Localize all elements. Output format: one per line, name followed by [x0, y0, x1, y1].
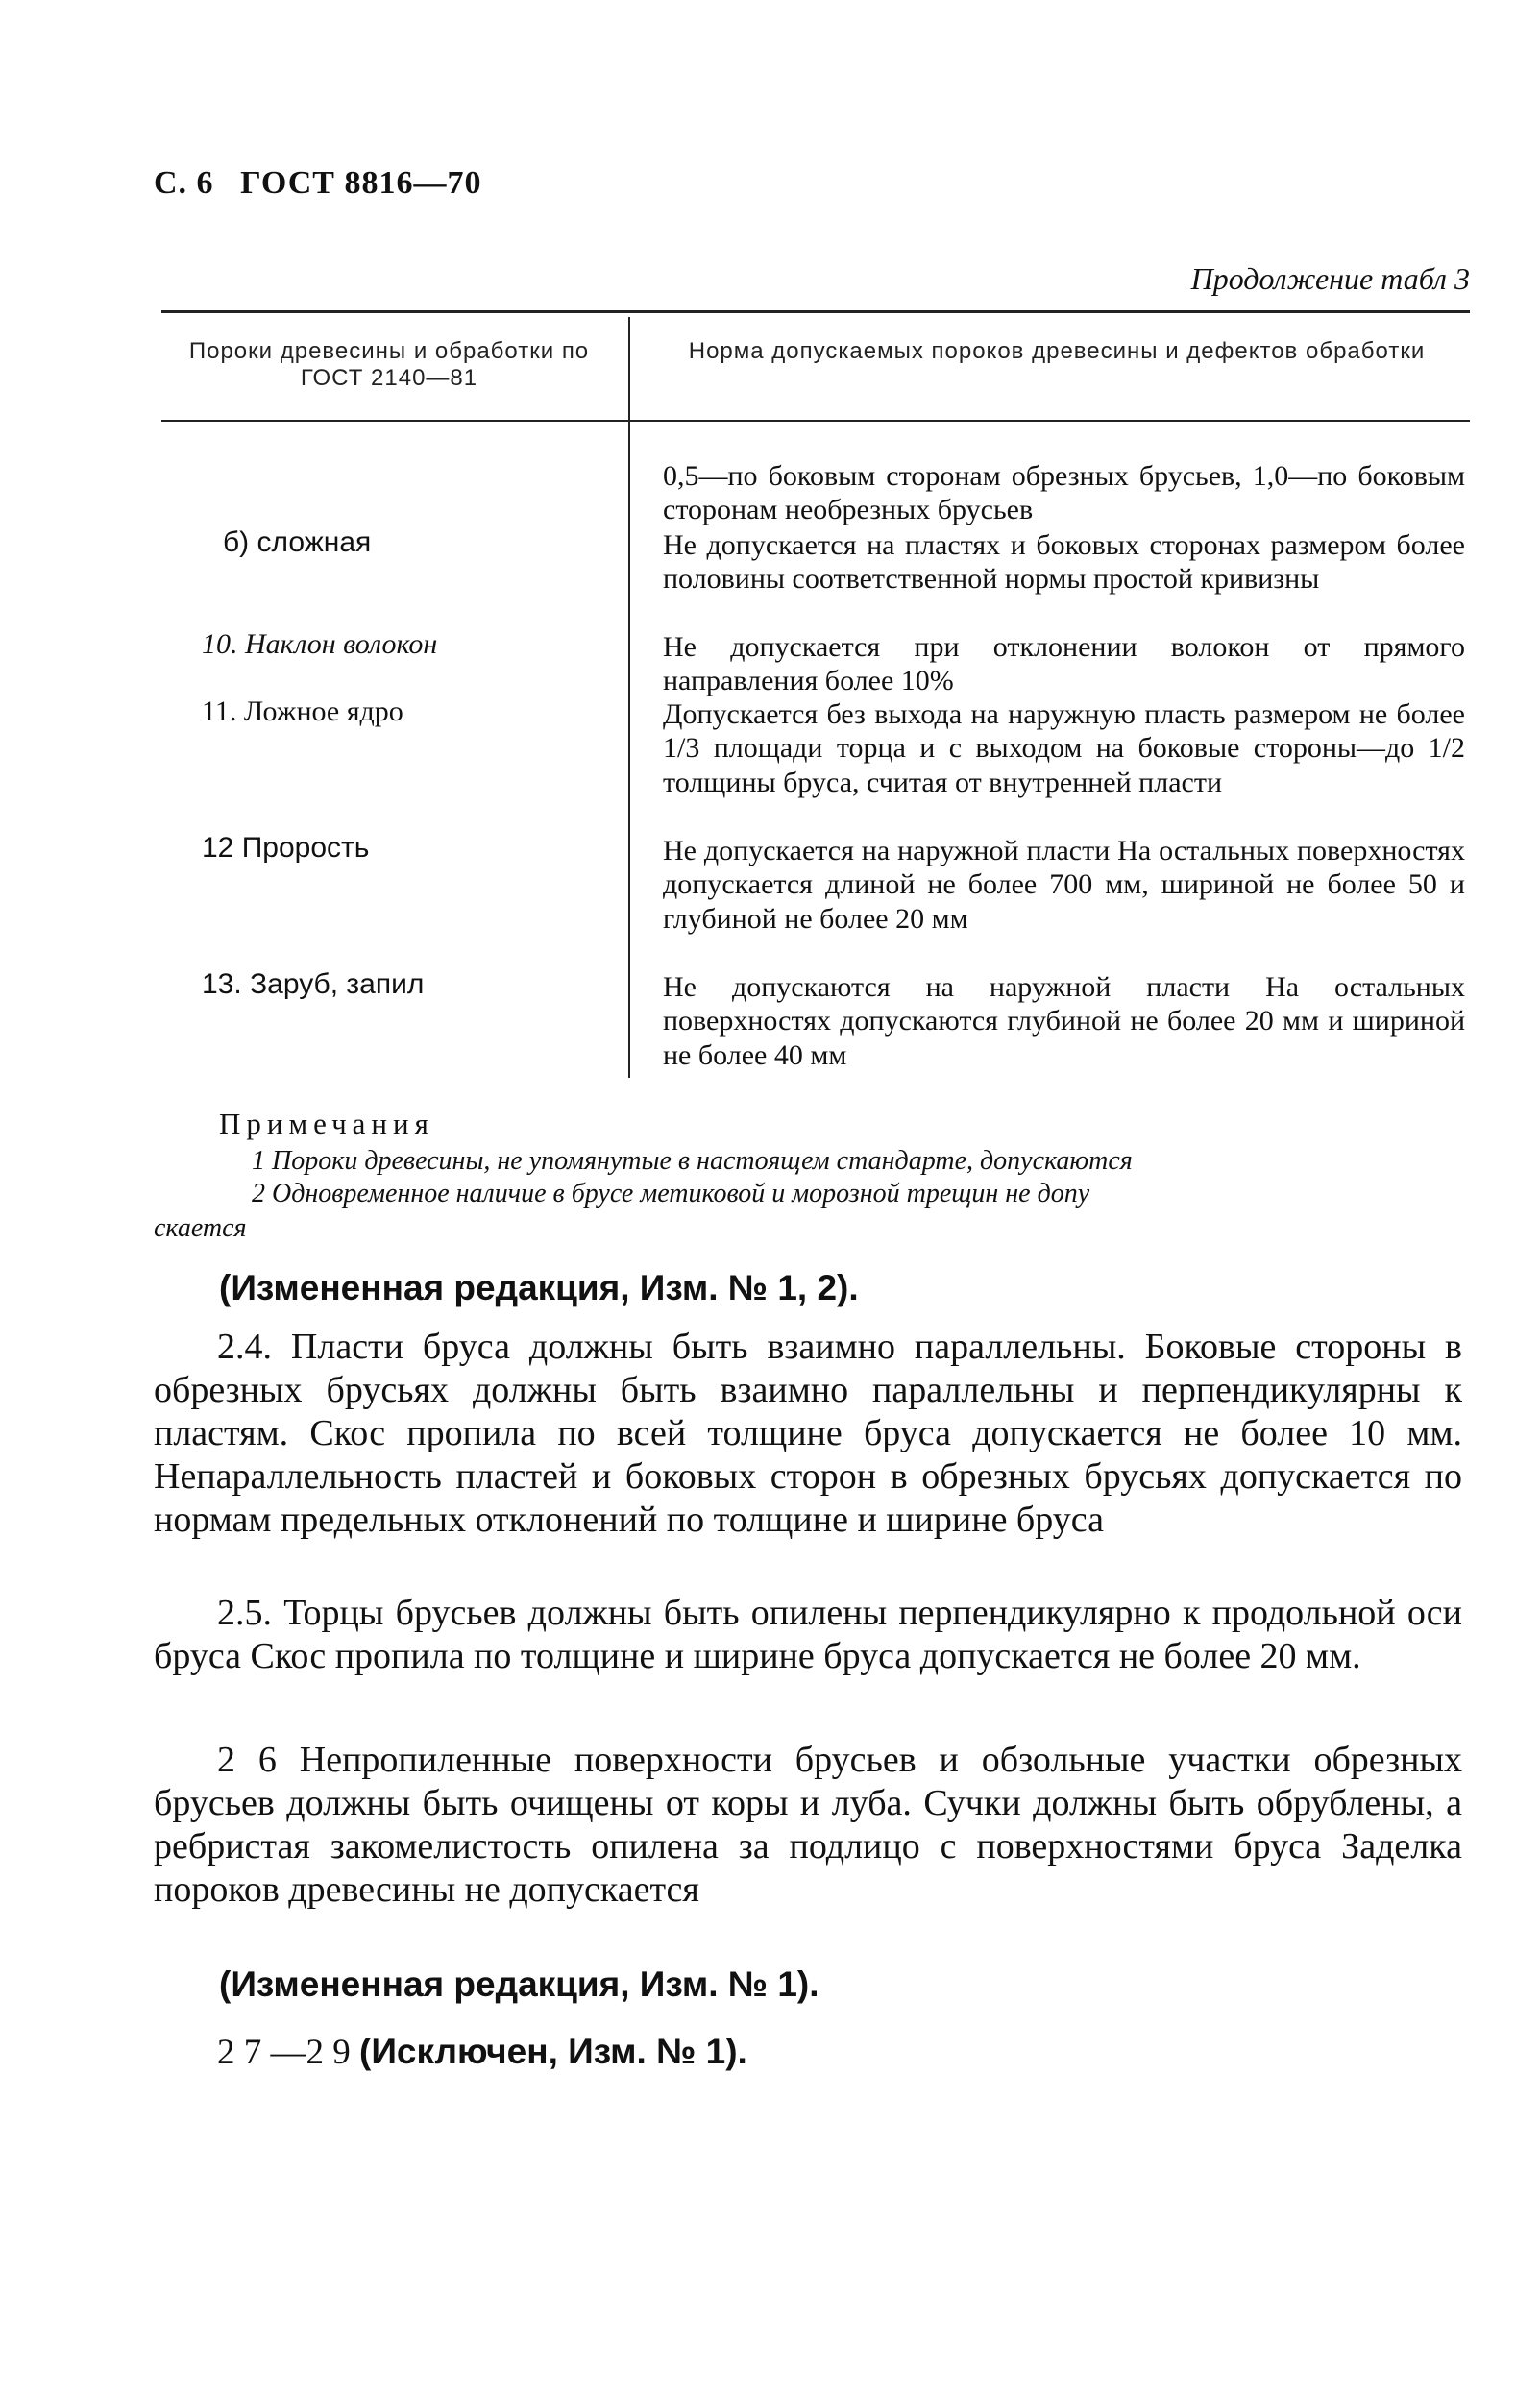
note-2-continuation: скается	[154, 1213, 247, 1243]
column-header-norms: Норма допускаемых пороков древесины и дефектов обработки	[688, 338, 1426, 364]
table-row-norm: Не допускается на пластях и боковых сторонах размером более половины соответственной нормы простой кривизны	[663, 529, 1465, 596]
note-2: 2 Одновременное наличие в брусе метиковой и морозной трещин не допу	[252, 1179, 1090, 1208]
table-row-norm: Не допускается при отклонении волокон от прямого направления более 10%	[663, 631, 1465, 697]
table-row-defect: 13. Заруб, запил	[202, 968, 425, 1000]
table-top-rule	[161, 310, 1470, 313]
paragraph-2-6: 2 6 Непропиленные поверхности брусьев и обзольные участки обрезных брусьев должны быть очищены от коры и луба. Сучки должны быть обрублены, а ребристая закомелистость опилена за подлицо с поверхностями бруса Заделка пороков древесины не допускается	[154, 1740, 1462, 1910]
page-number: С. 6	[154, 165, 214, 201]
table-row-defect: 11. Ложное ядро	[202, 696, 403, 727]
excluded-note: (Исключен, Изм. № 1).	[359, 2032, 747, 2071]
amendment-note-2: (Измененная редакция, Изм. № 1).	[219, 1965, 819, 2004]
table-row-norm: Не допускается на наружной пласти На остальных поверхностях допускается длиной не более 700 мм, шириной не более 50 и глубиной не более 20 мм	[663, 835, 1465, 935]
excluded-items-line	[217, 2032, 747, 2073]
notes-title: Примечания	[219, 1107, 434, 1140]
table-header-rule	[161, 420, 1470, 422]
column-header-defects: Пороки древесины и обработки по ГОСТ 2140—81	[188, 338, 590, 391]
paragraph-2-4: 2.4. Пласти бруса должны быть взаимно параллельны. Боковые стороны в обрезных брусьях должны быть взаимно параллельны и перпендикулярны к пластям. Скос пропила по всей толщине бруса допускается не более 10 мм. Непараллельность пластей и боковых сторон в обрезных брусьях допускается по нормам предельных отклонений по толщине и ширине бруса	[154, 1327, 1462, 1540]
page-header	[154, 165, 499, 202]
table-continuation-label: Продолжение табл 3	[1190, 261, 1470, 296]
table-row-norm: 0,5—по боковым сторонам обрезных брусьев, 1,0—по боковым сторонам необрезных брусьев	[663, 460, 1465, 526]
table-row-defect: б) сложная	[223, 526, 372, 558]
table-column-divider	[628, 317, 630, 1078]
table-row-norm: Допускается без выхода на наружную пласть размером не более 1/3 площади торца и с выходом на боковые стороны—до 1/2 толщины бруса, считая от внутренней пласти	[663, 698, 1465, 798]
paragraph-2-5: 2.5. Торцы брусьев должны быть опилены перпендикулярно к продольной оси бруса Скос пропила по толщине и ширине бруса допускается не более 20 мм.	[154, 1593, 1462, 1676]
table-row-defect: 10. Наклон волокон	[202, 628, 438, 660]
table-row-defect: 12 Прорость	[202, 832, 370, 864]
table-row-norm: Не допускаются на наружной пласти На остальных поверхностях допускаются глубиной не более 20 мм и шириной не более 40 мм	[663, 971, 1465, 1071]
excluded-range: 2 7 —2 9	[217, 2033, 351, 2072]
note-1: 1 Пороки древесины, не упомянутые в настоящем стандарте, допускаются	[252, 1146, 1133, 1176]
amendment-note-1: (Измененная редакция, Изм. № 1, 2).	[219, 1268, 859, 1307]
standard-code: ГОСТ 8816—70	[240, 165, 482, 201]
